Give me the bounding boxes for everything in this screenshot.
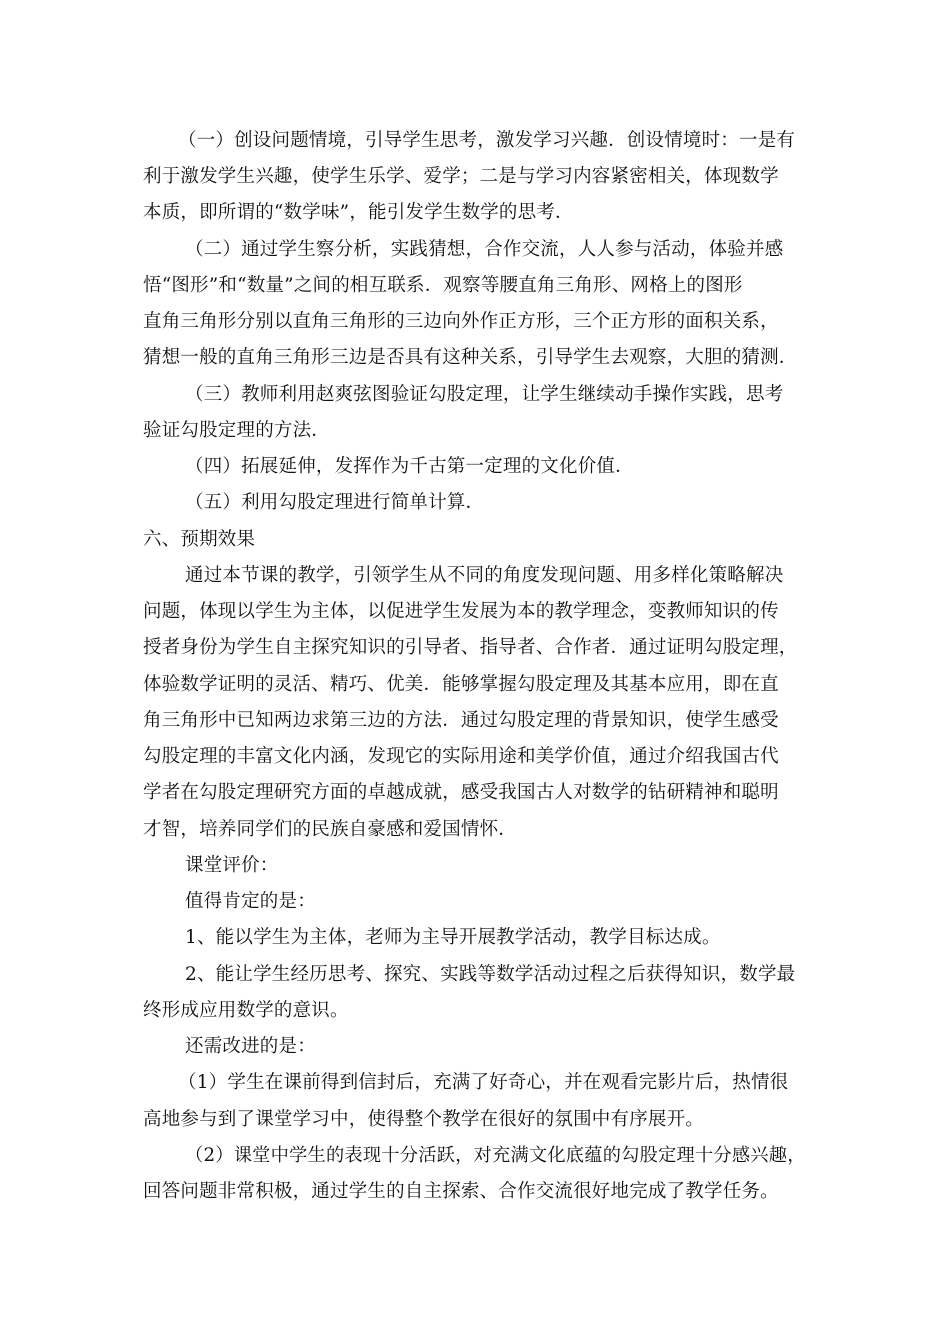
text-line: 勾股定理的丰富文化内涵，发现它的实际用途和美学价值，通过介绍我国古代 xyxy=(143,746,779,767)
text-line: （三）教师利用赵爽弦图验证勾股定理，让学生继续动手操作实践，思考 xyxy=(185,384,784,405)
text-line: 值得肯定的是： xyxy=(185,891,316,912)
text-line: 才智，培养同学们的民族自豪感和爱国情怀． xyxy=(143,819,518,840)
text-line: 悟“图形”和“数量”之间的相互联系．观察等腰直角三角形、网格上的图形 xyxy=(143,275,743,296)
text-line: 高地参与到了课堂学习中，使得整个教学在很好的氛围中有序展开。 xyxy=(143,1109,705,1130)
text-line: 还需改进的是： xyxy=(185,1036,316,1057)
text-line: 1、能以学生为主体，老师为主导开展教学活动，教学目标达成。 xyxy=(185,927,721,948)
text-line: （一）创设问题情境，引导学生思考，激发学习兴趣．创设情境时：一是有 xyxy=(178,130,796,151)
text-line: （1）学生在课前得到信封后，充满了好奇心，并在观看完影片后，热情很 xyxy=(178,1072,789,1093)
text-line: 验证勾股定理的方法． xyxy=(143,420,331,441)
text-line: 课堂评价： xyxy=(185,855,279,876)
text-line: 角三角形中已知两边求第三边的方法．通过勾股定理的背景知识，使学生感受 xyxy=(143,710,779,731)
text-line: 学者在勾股定理研究方面的卓越成就，感受我国古人对数学的钻研精神和聪明 xyxy=(143,782,779,803)
text-line: （2）课堂中学生的表现十分活跃，对充满文化底蕴的勾股定理十分感兴趣， xyxy=(185,1145,806,1166)
text-line: 2、能让学生经历思考、探究、实践等数学活动过程之后获得知识，数学最 xyxy=(185,964,796,985)
text-line: （四）拓展延伸，发挥作为千古第一定理的文化价值． xyxy=(185,456,634,477)
text-line: 体验数学证明的灵活、精巧、优美．能够掌握勾股定理及其基本应用，即在直 xyxy=(143,674,779,695)
text-line: 终形成应用数学的意识。 xyxy=(143,1000,349,1021)
text-line: 猜想一般的直角三角形三边是否具有这种关系，引导学生去观察，大胆的猜测． xyxy=(143,347,798,368)
text-line: 授者身份为学生自主探究知识的引导者、指导者、合作者．通过证明勾股定理， xyxy=(143,637,798,658)
section-heading: 六、预期效果 xyxy=(143,529,256,550)
text-line: 通过本节课的教学，引领学生从不同的角度发现问题、用多样化策略解决 xyxy=(185,565,784,586)
text-line: 问题，体现以学生为主体，以促进学生发展为本的教学理念，变教师知识的传 xyxy=(143,601,779,622)
text-line: 回答问题非常积极，通过学生的自主探索、合作交流很好地完成了教学任务。 xyxy=(143,1181,779,1202)
text-line: 本质，即所谓的“数学味”，能引发学生数学的思考． xyxy=(143,202,574,223)
text-line: （二）通过学生察分析，实践猜想，合作交流，人人参与活动，体验并感 xyxy=(185,239,784,260)
text-line: （五）利用勾股定理进行简单计算． xyxy=(185,492,485,513)
text-line: 利于激发学生兴趣，使学生乐学、爱学；二是与学习内容紧密相关，体现数学 xyxy=(143,166,779,187)
text-line: 直角三角形分别以直角三角形的三边向外作正方形，三个正方形的面积关系， xyxy=(143,311,779,332)
